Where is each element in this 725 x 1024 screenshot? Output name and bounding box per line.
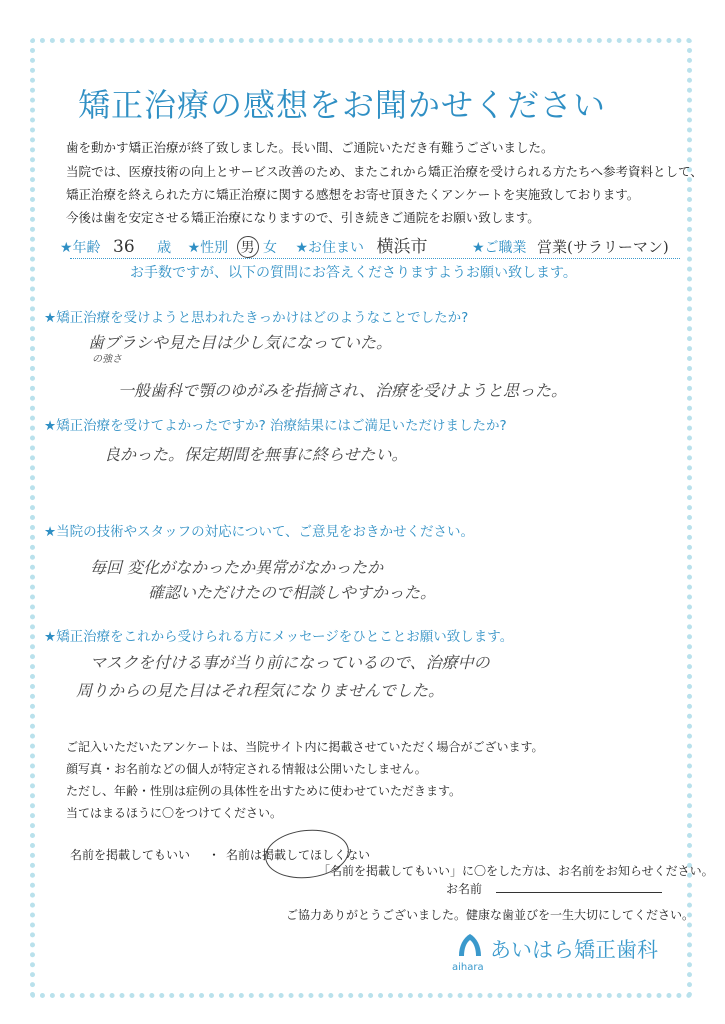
intro-line-4: 今後は歯を安定させる矯正治療になりますので、引き続きご通院をお願い致します。: [66, 210, 540, 225]
age-label: ★年齢: [60, 240, 101, 256]
answer-1-note: の強さ: [92, 354, 122, 365]
tooth-logo-icon: [456, 932, 484, 962]
answer-4-line-1: マスクを付ける事が当り前になっているので、治療中の: [90, 653, 490, 672]
question-3: ★当院の技術やスタッフの対応について、ご意見をおきかせください。: [44, 524, 475, 540]
sex-label: ★性別: [187, 240, 229, 256]
clinic-logo: [452, 930, 692, 980]
address-value: 横浜市: [376, 237, 428, 257]
name-field[interactable]: [496, 892, 662, 893]
sex-male: 男: [237, 236, 259, 258]
address-label: ★お住まい: [295, 240, 365, 256]
profile-underline: [70, 258, 680, 259]
answer-3-line-1: 毎回 変化がなかったか異常がなかったか: [90, 558, 384, 577]
name-request: 「名前を掲載してもいい」に〇をした方は、お名前をお知らせください。: [318, 864, 714, 878]
footer-line-1: ご記入いただいたアンケートは、当院サイト内に掲載させていただく場合がございます。: [66, 740, 544, 754]
intro-line-1: 歯を動かす矯正治療が終了致しました。長い間、ご通院いただき有難うございました。: [66, 140, 554, 155]
job-value: 営業(サラリーマン): [536, 238, 669, 256]
intro-line-3: 矯正治療を終えられた方に矯正治療に関する感想をお寄せ頂きたくアンケートを実施致しております。: [66, 187, 640, 202]
question-4: ★矯正治療をこれから受けられる方にメッセージをひとことお願い致します。: [44, 629, 514, 645]
answer-1-line-1: 歯ブラシや見た目は少し気になっていた。: [88, 333, 393, 352]
answer-4-line-2: 周りからの見た目はそれ程気になりませんでした。: [76, 681, 445, 700]
request-note: お手数ですが、以下の質問にお答えくださりますようお願い致します。: [130, 265, 577, 281]
answer-3-line-2: 確認いただけたので相談しやすかった。: [148, 583, 437, 602]
question-2: ★矯正治療を受けてよかったですか? 治療結果にはご満足いただけましたか?: [44, 418, 507, 434]
consent-separator: ・: [208, 848, 221, 862]
sex-female: 女: [263, 240, 278, 256]
profile-row: [60, 232, 669, 258]
answer-2-line-1: 良かった。保定期間を無事に終らせたい。: [104, 445, 408, 464]
footer-line-3: ただし、年齢・性別は症例の具体性を出すために使わせていただきます。: [66, 784, 462, 798]
age-value: 36: [113, 237, 135, 257]
page-title: 矯正治療の感想をお聞かせください: [78, 86, 607, 124]
question-1: ★矯正治療を受けようと思われたきっかけはどのようなことでしたか?: [44, 310, 469, 326]
clinic-subname: aihara: [452, 962, 484, 973]
answer-1-line-2: 一般歯科で顎のゆがみを指摘され、治療を受けようと思った。: [118, 381, 567, 400]
clinic-name: あいはら矯正歯科: [490, 938, 658, 962]
footer-line-4: 当てはまるほうに〇をつけてください。: [66, 806, 283, 820]
intro-line-2: 当院では、医療技術の向上とサービス改善のため、またこれから矯正治療を受けられる方たちへ参考資料として、: [66, 164, 703, 179]
name-label: お名前: [446, 882, 483, 896]
thanks-note: ご協力ありがとうございました。健康な歯並びを一生大切にしてください。: [286, 908, 695, 922]
job-label: ★ご職業: [471, 240, 527, 256]
consent-yes[interactable]: 名前を掲載してもいい: [70, 848, 191, 862]
footer-line-2: 顔写真・お名前などの個人が特定される情報は公開いたしません。: [66, 762, 427, 776]
age-unit: 歳: [157, 240, 172, 256]
consent-no[interactable]: 名前は掲載してほしくない: [226, 848, 371, 862]
